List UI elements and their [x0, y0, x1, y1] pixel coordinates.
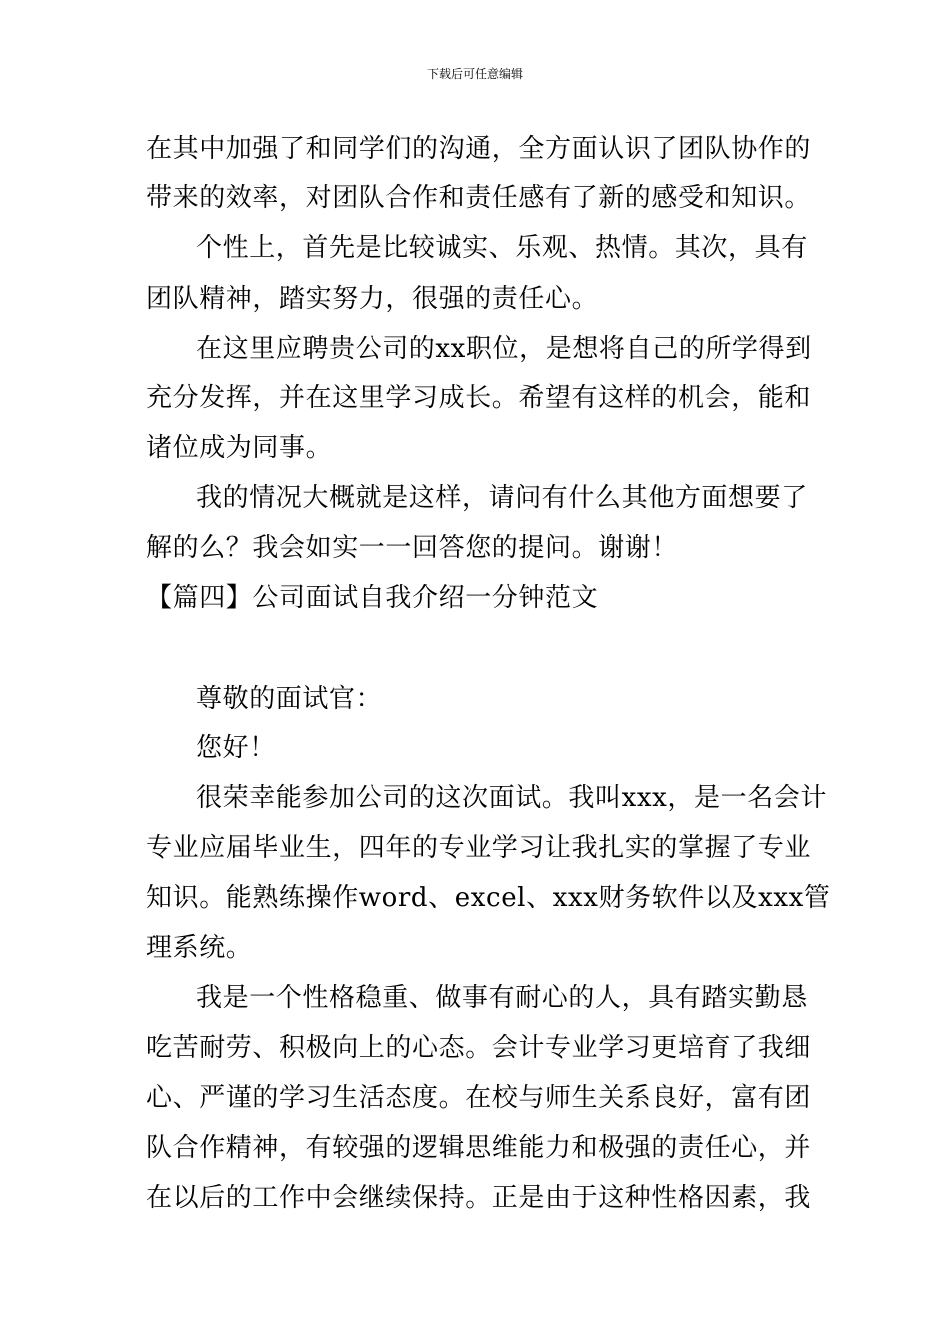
body-line: 队合作精神，有较强的逻辑思维能力和极强的责任心，并	[146, 1133, 812, 1163]
section-heading: 【篇四】公司面试自我介绍一分钟范文	[146, 583, 599, 613]
body-line: 在这里应聘贵公司的xx职位，是想将自己的所学得到	[196, 334, 812, 364]
body-line: 很荣幸能参加公司的这次面试。我叫xxx，是一名会计	[196, 783, 827, 813]
body-line: 专业应届毕业生，四年的专业学习让我扎实的掌握了专业	[146, 833, 812, 863]
body-line: 诸位成为同事。	[146, 433, 333, 463]
body-line: 理系统。	[146, 933, 253, 963]
body-line: 吃苦耐劳、积极向上的心态。会计专业学习更培育了我细	[146, 1033, 812, 1063]
body-line: 在其中加强了和同学们的沟通，全方面认识了团队协作的	[146, 134, 812, 164]
page-header: 下载后可任意编辑	[426, 67, 523, 81]
body-line: 知识。能熟练操作word、excel、xxx财务软件以及xxx管	[146, 883, 831, 913]
body-line: 解的么？我会如实一一回答您的提问。谢谢！	[146, 533, 679, 563]
body-line: 在以后的工作中会继续保持。正是由于这种性格因素，我	[146, 1183, 812, 1213]
body-line: 个性上，首先是比较诚实、乐观、热情。其次，具有	[196, 233, 808, 263]
body-line: 心、严谨的学习生活态度。在校与师生关系良好，富有团	[146, 1083, 812, 1113]
body-line: 我是一个性格稳重、做事有耐心的人，具有踏实勤恳	[196, 983, 808, 1013]
body-line: 充分发挥，并在这里学习成长。希望有这样的机会，能和	[146, 383, 812, 413]
body-line: 我的情况大概就是这样，请问有什么其他方面想要了	[196, 483, 808, 513]
body-line: 带来的效率，对团队合作和责任感有了新的感受和知识。	[146, 183, 812, 213]
greeting: 您好！	[196, 733, 276, 763]
body-line: 团队精神，踏实努力，很强的责任心。	[146, 284, 599, 314]
salutation: 尊敬的面试官：	[196, 684, 383, 714]
